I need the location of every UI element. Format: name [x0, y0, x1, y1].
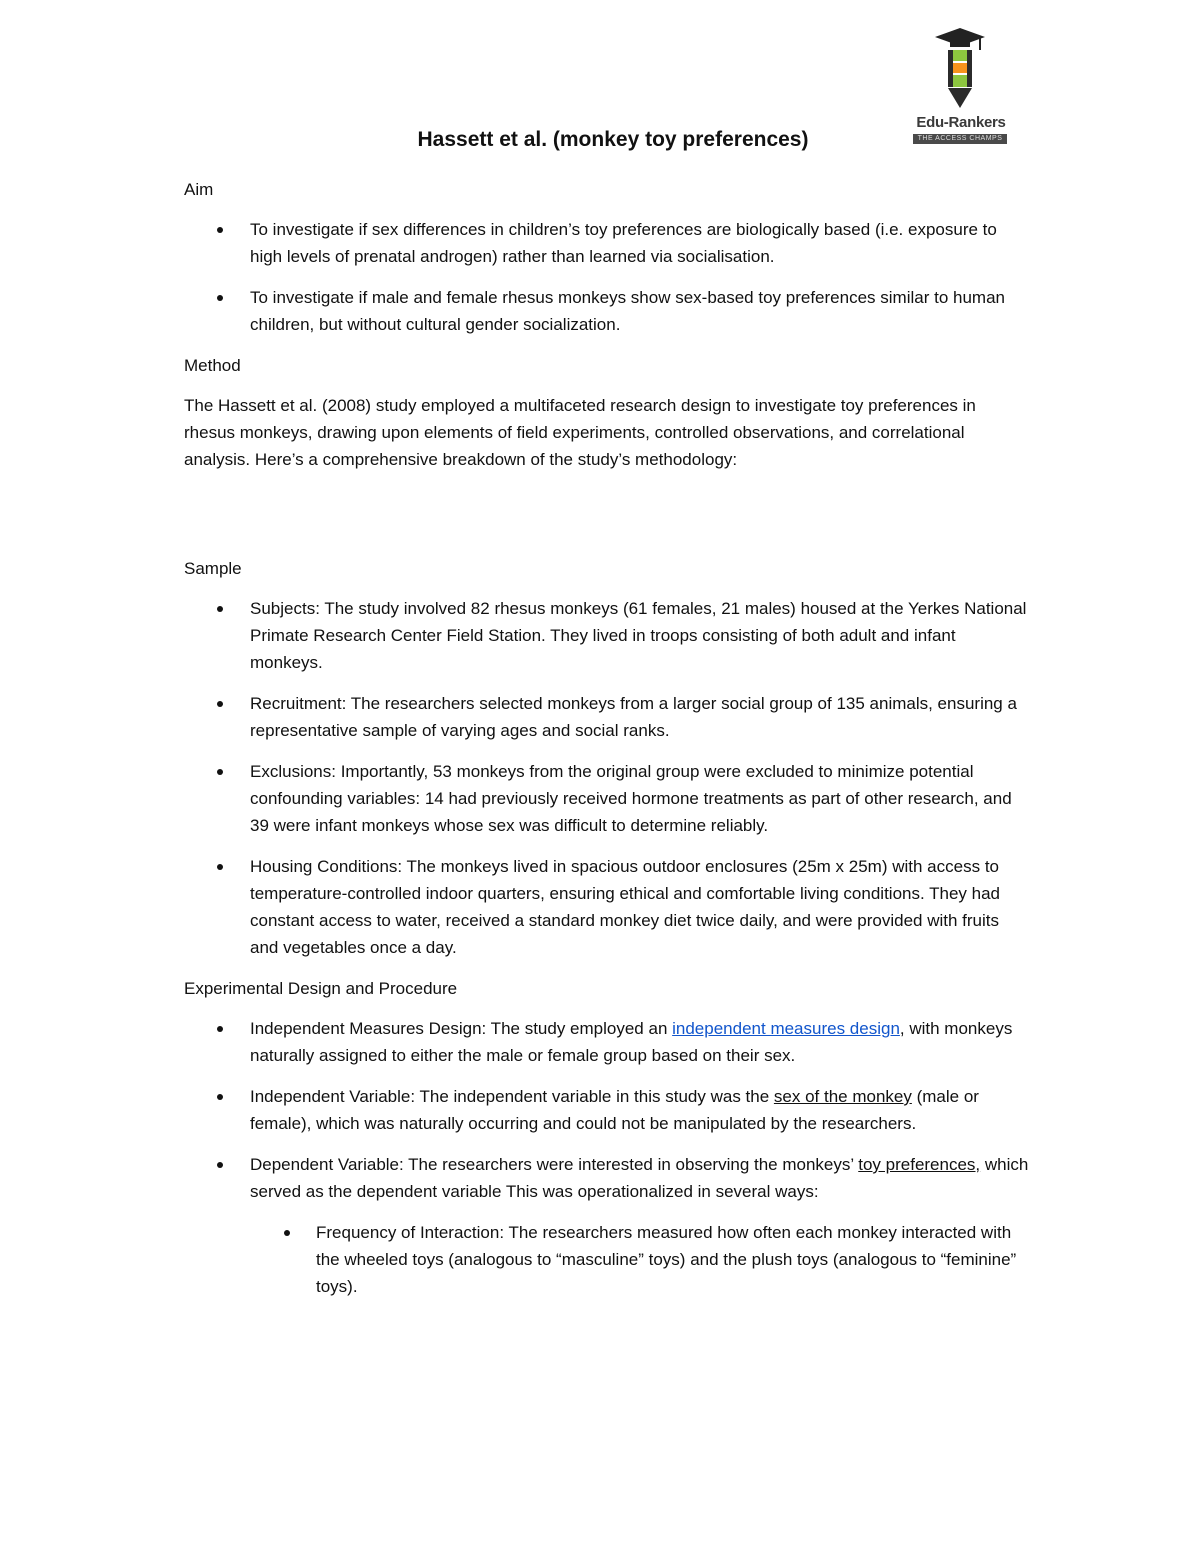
item-text: (male or female), which was naturally occurring and could not be manipulated by the researchers.: [250, 1087, 979, 1133]
list-item: Housing Conditions: The monkeys lived in spacious outdoor enclosures (25m x 25m) with access to temperature-controlled indoor quarters, ensuring ethical and comfortable living conditions. They had constant access to water, received a standard monkey diet twice daily, and were provided with fruits and vegetables once a day.: [184, 853, 1030, 961]
independent-measures-link[interactable]: independent measures design: [672, 1019, 900, 1038]
logo-tagline: THE ACCESS CHAMPS: [913, 134, 1007, 144]
design-heading: Experimental Design and Procedure: [184, 979, 458, 998]
list-item: Recruitment: The researchers selected monkeys from a larger social group of 135 animals, ensuring a representative sample of varying ages and social ranks.: [184, 690, 1030, 744]
document-body: [184, 176, 1030, 1314]
logo-name: Edu-Rankers: [916, 114, 1006, 131]
spacer: [184, 487, 1030, 555]
page-title: Hassett et al. (monkey toy preferences): [417, 128, 809, 151]
aim-heading: Aim: [184, 180, 214, 199]
underlined-text: sex of the monkey: [773, 1087, 912, 1106]
item-text: , with monkeys naturally assigned to either the male or female group based on their sex.: [250, 1019, 1013, 1065]
item-text: which served as the dependent variable This was operationalized in several ways:: [250, 1155, 1029, 1201]
list-item: [184, 1015, 1030, 1069]
underlined-text: toy preferences,: [858, 1155, 981, 1174]
method-heading: Method: [184, 356, 241, 375]
graduation-pencil-icon: [933, 24, 987, 112]
sample-heading: Sample: [184, 559, 242, 578]
sub-list-item: Frequency of Interaction: The researchers measured how often each monkey interacted with the wheeled toys (analogous to “masculine” toys) and the plush toys (analogous to “feminine” toys).: [184, 1219, 1030, 1300]
item-text: Independent Measures Design: The study employed an: [250, 1019, 673, 1038]
sample-list: [184, 595, 1030, 961]
item-text: Independent Variable: The independent variable in this study was the: [250, 1087, 774, 1106]
list-item: Exclusions: Importantly, 53 monkeys from the original group were excluded to minimize potential confounding variables: 14 had previously received hormone treatments as part of other research, and 39 were infant monkeys whose sex was difficult to determine reliably.: [184, 758, 1030, 839]
item-text: Dependent Variable: The researchers were interested in observing the monkeys’: [250, 1155, 859, 1174]
design-list: [184, 1015, 1030, 1300]
method-paragraph: The Hassett et al. (2008) study employed a multifaceted research design to investigate toy preferences in rhesus monkeys, drawing upon elements of field experiments, controlled observations, and correlational analysis. Here’s a comprehensive breakdown of the study’s methodology:: [184, 396, 976, 469]
list-item: [184, 1083, 1030, 1137]
list-item: To investigate if sex differences in children’s toy preferences are biologically based (i.e. exposure to high levels of prenatal androgen) rather than learned via socialisation.: [184, 216, 1030, 270]
list-item: Subjects: The study involved 82 rhesus monkeys (61 females, 21 males) housed at the Yerkes National Primate Research Center Field Station. They lived in troops consisting of both adult and infant monkeys.: [184, 595, 1030, 676]
list-item: [184, 1151, 1030, 1205]
aim-list: [184, 216, 1030, 338]
list-item: To investigate if male and female rhesus monkeys show sex-based toy preferences similar to human children, but without cultural gender socialization.: [184, 284, 1030, 338]
